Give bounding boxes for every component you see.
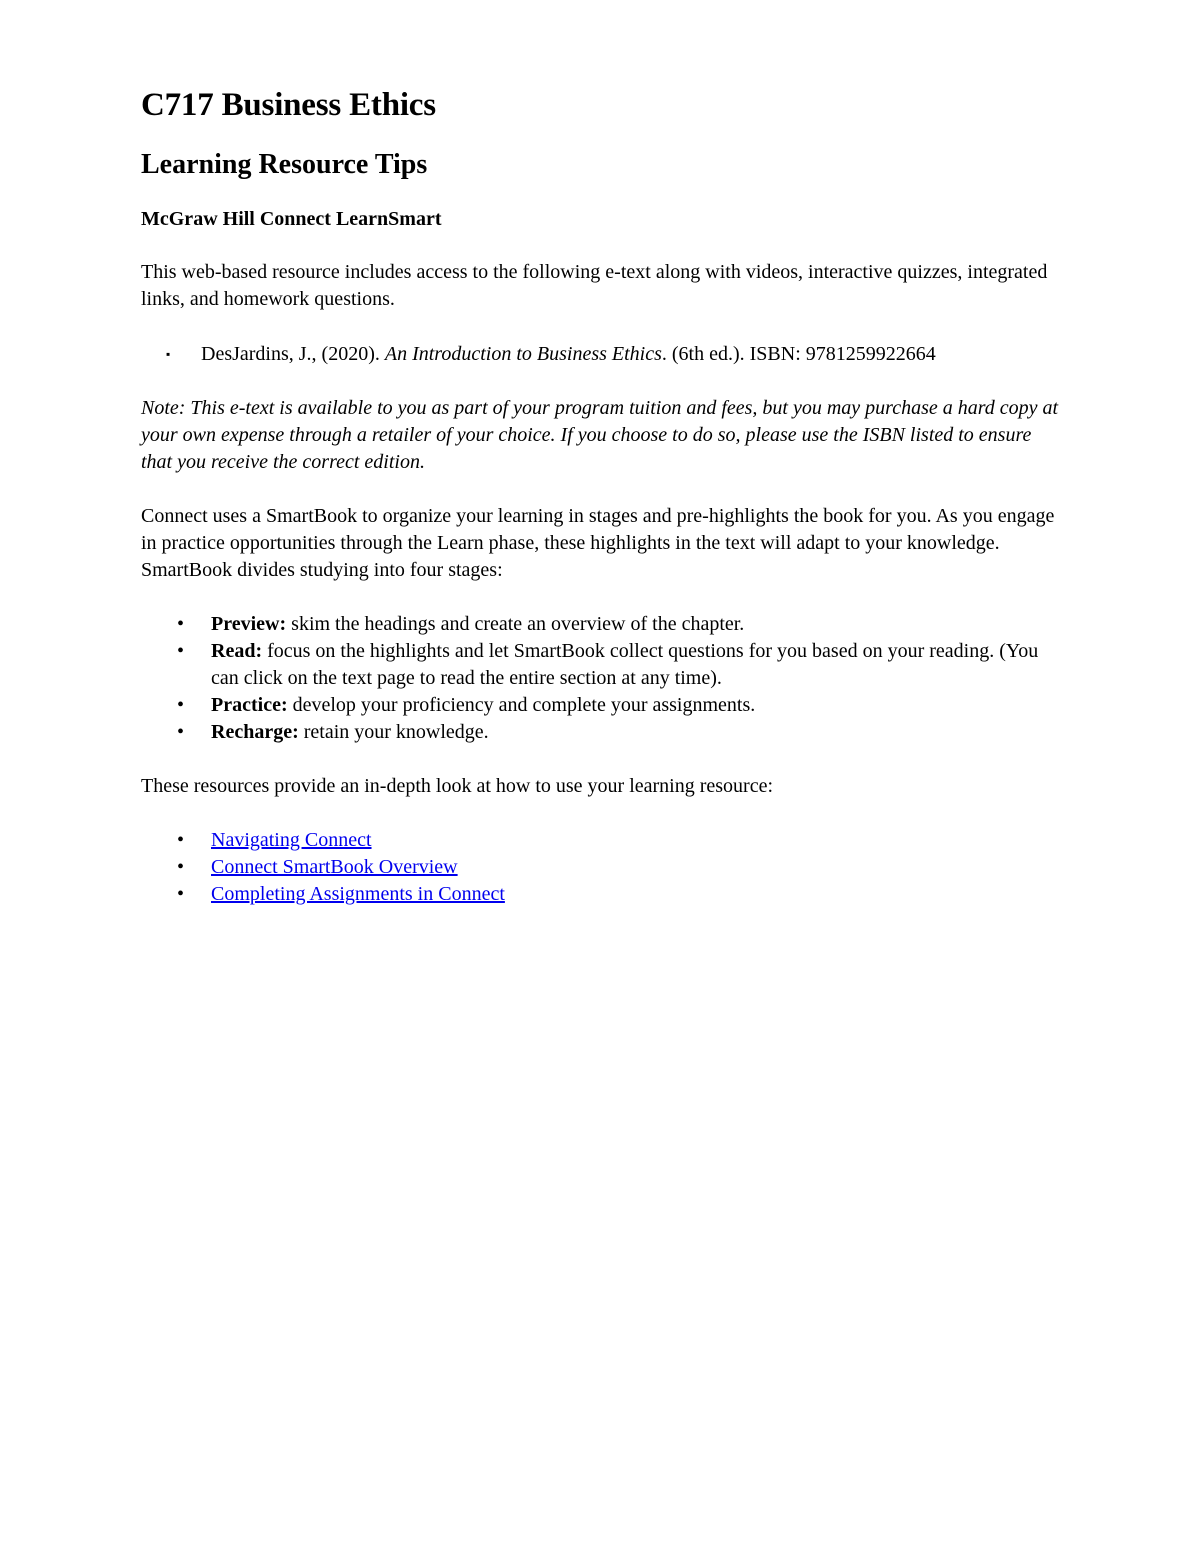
stage-item-read [141, 638, 1061, 692]
document-title: C717 Business Ethics [141, 87, 436, 123]
bullet-icon: • [177, 856, 185, 879]
stage-text: focus on the highlights and let SmartBook collect questions for you based on your reading. (You can click on the text page to read the entire section at any time). [211, 640, 1039, 690]
stage-term: Practice: [211, 694, 288, 717]
bullet-icon: • [177, 883, 185, 906]
reference-book-title: An Introduction to Business Ethics [384, 343, 662, 366]
bullet-icon: • [177, 613, 185, 636]
reference-authors-year: DesJardins, J., (2020). [201, 343, 385, 366]
note-paragraph: Note: This e-text is available to you as part of your program tuition and fees, but you may purchase a hard copy at your own expense through a retailer of your choice. If you choose to do so, please use the ISBN listed to ensure that you receive the correct edition. [141, 397, 1059, 474]
bullet-icon: • [177, 694, 185, 717]
stage-item-practice [141, 692, 1061, 719]
document-subtitle: Learning Resource Tips [141, 148, 428, 180]
completing-assignments-link[interactable]: Completing Assignments in Connect [211, 883, 505, 906]
connect-paragraph: Connect uses a SmartBook to organize your learning in stages and pre-highlights the book for you. As you engage in practice opportunities through the Learn phase, these highlights in the text will adapt to your knowledge. SmartBook divides studying into four stages: [141, 505, 1055, 582]
stage-text: skim the headings and create an overview of the chapter. [286, 613, 745, 636]
resources-intro-paragraph: These resources provide an in-depth look at how to use your learning resource: [141, 775, 774, 798]
stage-term: Recharge: [211, 721, 299, 744]
bullet-icon: • [177, 721, 185, 744]
navigating-connect-link[interactable]: Navigating Connect [211, 829, 372, 852]
square-bullet-icon: ▪ [166, 347, 171, 362]
stage-item-recharge [141, 719, 1061, 746]
reference-item [141, 341, 1061, 368]
bullet-icon: • [177, 640, 185, 663]
document-page [141, 86, 1061, 908]
stage-item-preview [141, 611, 1061, 638]
stage-term: Read: [211, 640, 263, 663]
resource-link-item [141, 827, 1061, 854]
reference-list [141, 341, 1061, 368]
reference-edition-isbn: . (6th ed.). ISBN: 9781259922664 [661, 343, 936, 366]
section-heading: McGraw Hill Connect LearnSmart [141, 208, 442, 231]
resource-link-item [141, 881, 1061, 908]
stage-term: Preview: [211, 613, 287, 636]
resource-link-item [141, 854, 1061, 881]
stage-text: retain your knowledge. [298, 721, 489, 744]
stage-list [141, 611, 1061, 746]
intro-paragraph: This web-based resource includes access to the following e-text along with videos, interactive quizzes, integrated links, and homework questions. [141, 261, 1048, 311]
stage-text: develop your proficiency and complete your assignments. [287, 694, 756, 717]
smartbook-overview-link[interactable]: Connect SmartBook Overview [211, 856, 458, 879]
bullet-icon: • [177, 829, 185, 852]
resource-link-list [141, 827, 1061, 908]
